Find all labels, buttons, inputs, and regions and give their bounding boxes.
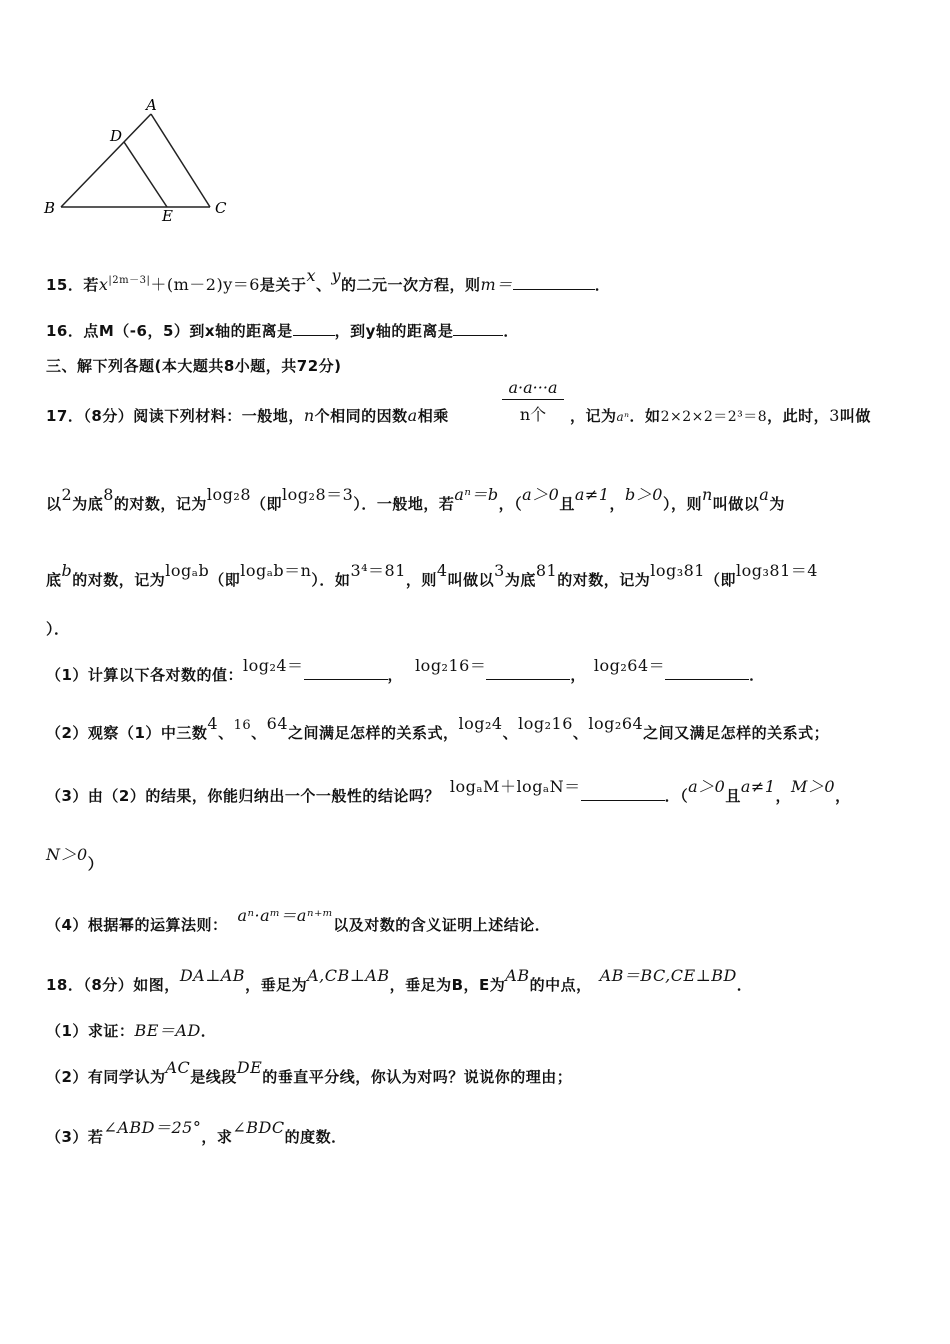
triangle-figure (40, 95, 240, 230)
q17-p2-lg16: log₂16 (518, 714, 573, 733)
side-ac (151, 114, 210, 207)
q17-p1-log16: log₂16＝ (415, 656, 487, 675)
q18-end: ． (736, 976, 753, 994)
q17-p1-blank-1[interactable] (304, 679, 388, 680)
q17-expr1: 2×2×2＝2³＝8 (660, 409, 768, 425)
q17-three: 3 (829, 406, 840, 425)
q17-p3-e: ， (835, 787, 851, 805)
q17-p2-text-a: （2）观察（1）中三数 (46, 724, 208, 742)
q17-aneqb: aⁿ＝b (454, 485, 499, 504)
q15-exponent: |2m－3| (108, 275, 151, 286)
q17-line-3 (46, 561, 818, 590)
q18-da-ab: DA⊥AB (179, 966, 246, 985)
q17-log381: log₃81 (650, 561, 705, 580)
q17-an: aⁿ (616, 410, 630, 424)
q17-l3d: ）．如 (311, 571, 351, 589)
q17-l2i: ），则 (662, 495, 702, 513)
q16-text2: ，到y轴的距离是 (334, 322, 454, 340)
q17-frac-numerator: a·a···a (502, 378, 564, 400)
q17-p3-d: ， (775, 787, 792, 805)
q17-l2c: 的对数，记为 (113, 495, 207, 513)
q17-log28: log₂8 (206, 485, 252, 504)
segment-de (124, 142, 167, 207)
q18-p3-text-a: （3）若 (46, 1128, 104, 1146)
q17-p1-text: （1）计算以下各对数的值： (46, 666, 243, 684)
q15-equation: ＋(m－2)y＝6 (150, 275, 260, 294)
q17-l3a: 底 (46, 571, 62, 589)
q18-ac: AC (165, 1058, 191, 1077)
q17-n: n (303, 406, 315, 425)
q17-four: 4 (436, 561, 448, 580)
q18-intro: 18．（8分）如图， (46, 976, 180, 994)
q17-l3e: ，则 (405, 571, 437, 589)
q17-p1-blank-3[interactable] (665, 679, 749, 680)
q17-p1-comma-2: ， (570, 666, 586, 684)
q18-part-2 (46, 1058, 573, 1087)
q17-part-3-cont (46, 845, 104, 874)
q17-p2-sep-2: 、 (251, 724, 267, 742)
q17-frac-denominator: n个 (519, 405, 547, 424)
q17-line-1b (570, 405, 871, 426)
q17-line-4: ）． (46, 620, 70, 638)
label-b: B (44, 199, 56, 217)
q17-p2-text-c: 之间又满足怎样的关系式； (643, 724, 830, 742)
q17-p3-blank[interactable] (581, 800, 665, 801)
q17-p2-4: 4 (207, 714, 219, 733)
label-c: C (215, 199, 227, 217)
q17-p1-blank-2[interactable] (486, 679, 570, 680)
q17-three2: 3 (494, 561, 505, 580)
q16-blank-1[interactable] (293, 335, 335, 336)
q18-p1-expr: BE＝AD (134, 1021, 201, 1040)
q17-line-1 (46, 405, 449, 426)
q18-p1-text: （1）求证： (46, 1022, 135, 1040)
q17-text-b: 个相同的因数 (314, 407, 408, 425)
q18-text-b: ，垂足为 (245, 976, 308, 994)
q18-abd: ∠ABD＝25° (103, 1118, 202, 1137)
q17-text-g: 叫做 (839, 407, 871, 425)
q17-l3h: 的对数，记为 (557, 571, 651, 589)
q15-end: ． (594, 276, 611, 294)
label-d: D (110, 127, 123, 145)
q17-p3-f: ） (87, 855, 104, 873)
q17-l2d: （即 (251, 495, 283, 513)
q17-part-2 (46, 714, 830, 743)
q15-m: m＝ (480, 275, 513, 294)
q17-l3b: 的对数，记为 (72, 571, 166, 589)
q17-two: 2 (61, 485, 73, 504)
q17-p3-agt: a＞0 (688, 777, 726, 796)
q17-ane1: a≠1 (574, 485, 610, 504)
q18-bdc: ∠BDC (232, 1118, 285, 1137)
q16-text1: 16．点M（-6，5）到x轴的距离是 (46, 322, 293, 340)
q15-sep: 、 (315, 276, 332, 294)
q17-eight: 8 (103, 485, 114, 504)
q17-text-e: ．如 (629, 407, 661, 425)
q17-l3i: （即 (704, 571, 736, 589)
q17-p1-comma-1: ， (387, 666, 404, 684)
q17-a: a (407, 406, 418, 425)
question-18 (46, 966, 753, 995)
q15-answer-blank[interactable] (513, 289, 595, 290)
q18-a-cb-ab: A,CB⊥AB (307, 966, 390, 985)
q18-text-c: ，垂足为B，E为 (389, 976, 506, 994)
q17-p2-sep-3: 、 (502, 724, 519, 742)
q17-b: b (61, 561, 73, 580)
q17-line-2 (46, 485, 785, 514)
q17-log28eq: log₂8＝3 (282, 485, 354, 504)
q17-bgt0: b＞0 (625, 485, 663, 504)
q17-l2a: 以 (46, 495, 62, 513)
q17-a2: a (759, 485, 770, 504)
q17-p2-lg64: log₂64 (588, 714, 644, 733)
label-e: E (162, 207, 173, 225)
q17-logab: logₐb (165, 561, 210, 580)
q17-part-4 (46, 906, 551, 935)
q17-p3-b: ．（ (664, 787, 689, 805)
q17-p3-c: 且 (725, 787, 741, 805)
section-3-heading: 三、解下列各题(本大题共8小题，共72分) (46, 357, 342, 375)
q18-ab: AB (505, 966, 530, 985)
q17-p2-lg4: log₂4 (458, 714, 503, 733)
q17-p1-log4: log₂4＝ (242, 656, 304, 675)
q17-p3-ane: a≠1 (740, 777, 776, 796)
q15-base-x: x (98, 275, 109, 294)
q17-p2-sep-4: 、 (572, 724, 589, 742)
side-ab (61, 114, 151, 207)
q17-l3f: 叫做以 (447, 571, 495, 589)
q18-de: DE (236, 1058, 263, 1077)
q17-agt0: a＞0 (522, 485, 560, 504)
q15-var-y: y (331, 266, 342, 285)
q15-number: 15．若 (46, 276, 99, 294)
q17-p3-expr: logₐM＋logₐN＝ (449, 777, 581, 796)
q17-p2-sep-1: 、 (218, 724, 234, 742)
question-16 (46, 320, 519, 341)
q17-part-1 (46, 656, 765, 685)
q17-text-f: ，此时， (767, 407, 830, 425)
q17-p2-text-b: 之间满足怎样的关系式， (288, 724, 459, 742)
q17-l2g: 且 (559, 495, 575, 513)
q18-condition: AB＝BC,CE⊥BD (599, 966, 737, 985)
q16-end: ． (503, 322, 519, 340)
q17-p4-expr: aⁿ·aᵐ＝aⁿ⁺ᵐ (237, 906, 334, 925)
q17-fraction (502, 378, 564, 425)
q17-l2k: 为 (769, 495, 785, 513)
q18-p3-text-b: ，求 (201, 1128, 233, 1146)
q18-part-1 (46, 1018, 216, 1041)
q17-e81: 81 (535, 561, 558, 580)
q17-log381eq: log₃81＝4 (735, 561, 818, 580)
q17-l2j: 叫做以 (712, 495, 760, 513)
q18-p2-text-c: 的垂直平分线，你认为对吗？说说你的理由； (262, 1068, 573, 1086)
q18-part-3 (46, 1118, 347, 1147)
q18-p1-end: ． (200, 1022, 217, 1040)
q15-text2: 的二元一次方程，则 (341, 276, 481, 294)
q17-text-c: 相乘 (417, 407, 449, 425)
q15-var-x: x (306, 266, 316, 285)
q17-l2e: ）．一般地，若 (353, 495, 455, 513)
q17-p4-text-b: 以及对数的含义证明上述结论． (333, 916, 551, 934)
q17-intro: 17．（8分）阅读下列材料：一般地， (46, 407, 304, 425)
q17-p4-text-a: （4）根据幂的运算法则： (46, 916, 228, 934)
q18-p2-text-a: （2）有同学认为 (46, 1068, 166, 1086)
q18-p3-text-c: 的度数． (284, 1128, 347, 1146)
q17-l2f: ，（ (498, 495, 523, 513)
label-a: A (146, 96, 157, 114)
q17-p1-end: ． (749, 666, 765, 684)
q17-logabn: logₐb＝n (240, 561, 312, 580)
question-15 (46, 266, 611, 295)
q17-p81: 3⁴＝81 (350, 561, 406, 580)
q18-text-d: 的中点， (529, 976, 592, 994)
q18-p2-text-b: 是线段 (190, 1068, 237, 1086)
q15-text1: 是关于 (259, 276, 307, 294)
q17-l2h: ， (609, 495, 626, 513)
q17-p1-log64: log₂64＝ (593, 656, 666, 675)
q17-l3g: 为底 (504, 571, 536, 589)
q17-l3c: （即 (209, 571, 241, 589)
q17-text-d: ，记为 (570, 407, 617, 425)
q17-p2-64: 64 (266, 714, 288, 733)
q17-p3-text: （3）由（2）的结果，你能归纳出一个一般性的结论吗？ (46, 787, 440, 805)
q17-p2-16: 16 (233, 718, 252, 733)
q17-part-3 (46, 777, 851, 806)
q17-l2b: 为底 (72, 495, 104, 513)
q17-p3-ngt: N＞0 (46, 845, 88, 864)
q17-n2: n (701, 485, 713, 504)
q17-p3-mgt: M＞0 (791, 777, 836, 796)
q16-blank-2[interactable] (453, 335, 503, 336)
